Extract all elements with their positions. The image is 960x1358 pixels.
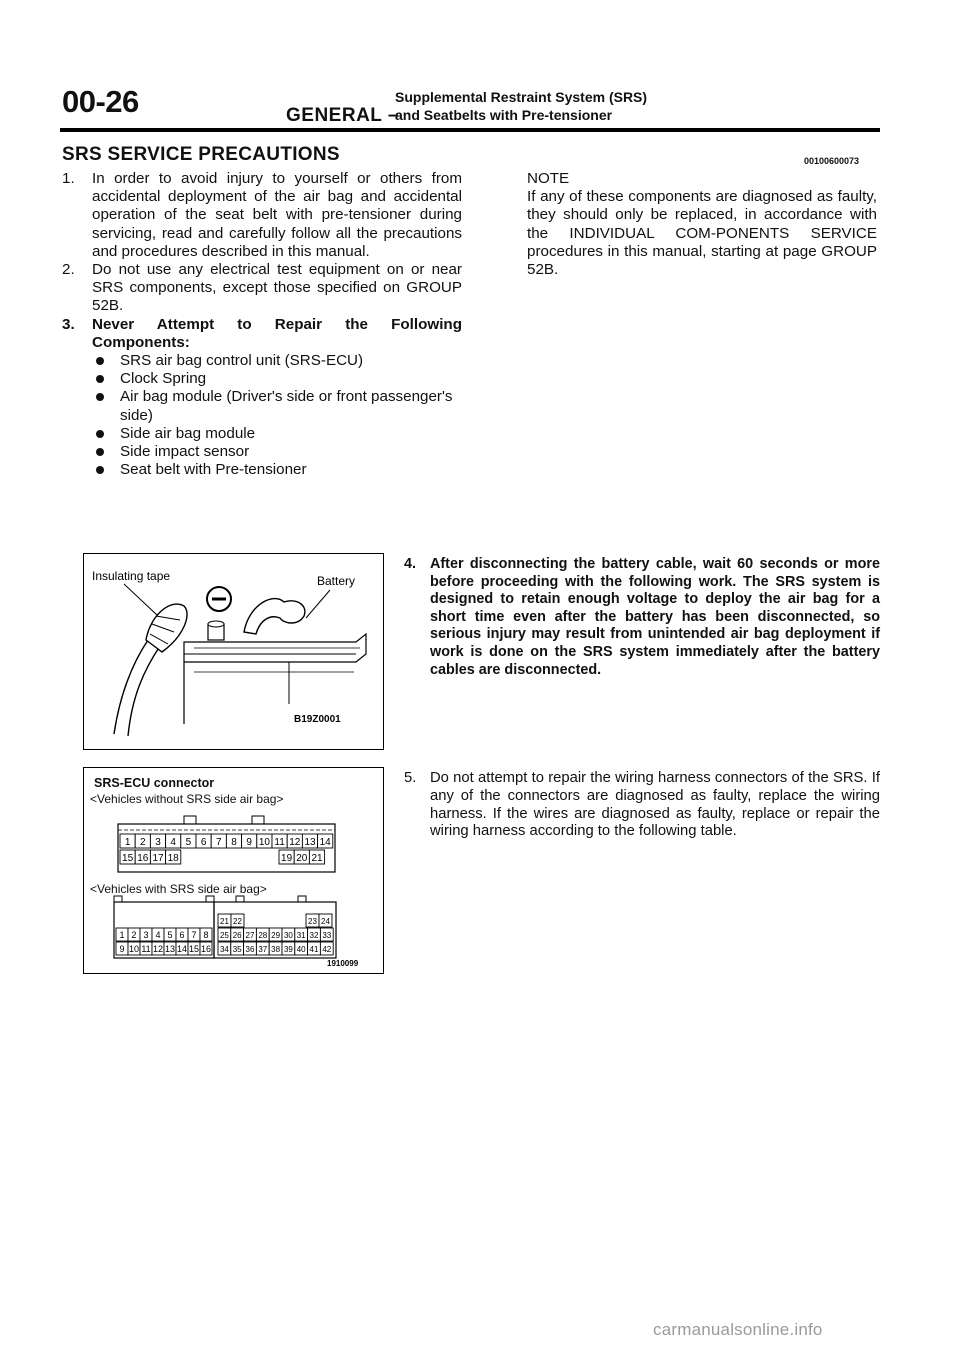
- connector-pin-label: 42: [322, 945, 332, 954]
- caption-without-side-airbag: <Vehicles without SRS side air bag>: [90, 792, 284, 806]
- connector-pin-label: 11: [274, 837, 285, 848]
- connector-pin-label: 40: [296, 945, 306, 954]
- watermark: carmanualsonline.info: [653, 1320, 823, 1339]
- connector-pin-label: 37: [258, 945, 268, 954]
- connector-pin-label: 10: [258, 837, 270, 848]
- list-item: 1. In order to avoid injury to yourself or others from accidental deployment of the air bag and accidental operation of the seat belt with pre-tensioner during servicing, read and carefully follow all the precautions and procedures described in this manual.: [62, 170, 462, 260]
- component-item: SRS air bag control unit (SRS-ECU): [62, 352, 462, 370]
- connector-pin-label: 17: [152, 853, 164, 864]
- connector-pin-label: 31: [296, 931, 306, 940]
- battery-label: Battery: [317, 574, 356, 588]
- connector-pin-label: 9: [119, 944, 125, 954]
- connector-pin-label: 7: [216, 837, 222, 848]
- connector-pinout-diagram: [84, 768, 383, 973]
- component-item: Side air bag module: [62, 425, 462, 443]
- connector-pin-label: 23: [308, 917, 317, 926]
- note-text: If any of these components are diagnosed as faulty, they should only be replaced, in accordance with the INDIVIDUAL COM-PONENTS SERVICE procedures in this manual, starting at page GROUP 52B.: [527, 188, 877, 279]
- connector-pin-label: 12: [152, 944, 164, 954]
- connector-pin-label: 28: [258, 931, 268, 940]
- connector-pin-label: 21: [220, 917, 229, 926]
- connector-pin-label: 12: [289, 837, 301, 848]
- battery-figure: [83, 553, 384, 750]
- section-name: GENERAL –: [286, 105, 399, 126]
- connector-pin-label: 5: [185, 837, 192, 848]
- warning-item-5: 5. Do not attempt to repair the wiring harness connectors of the SRS. If any of the connectors are diagnosed as faulty, replace the wiring harness. If the wires are diagnosed as faulty, replace or repair the wiring harness according to the following table.: [404, 770, 880, 840]
- warning-item-4: 4. After disconnecting the battery cable, wait 60 seconds or more before proceeding with the following work. The SRS system is designed to retain enough voltage to deploy the air bag for a short time even after the battery has been disconnected, so serious injury may result from unintended air bag deployment if work is done on the SRS system immediately after the battery cables are disconnected.: [404, 556, 880, 678]
- connector-pin-label: 16: [137, 853, 149, 864]
- connector-pin-label: 10: [128, 944, 140, 954]
- bullet-icon: [96, 393, 104, 401]
- connector-pin-label: 1: [119, 930, 125, 940]
- connector-pin-label: 13: [304, 837, 316, 848]
- connector-figure: [83, 767, 384, 974]
- caption-with-side-airbag: <Vehicles with SRS side air bag>: [90, 882, 267, 896]
- figure-code: 1910099: [327, 959, 359, 968]
- page-number: 00-26: [62, 84, 139, 119]
- connector-pin-label: 33: [322, 931, 332, 940]
- connector-pin-label: 14: [176, 944, 188, 954]
- connector-pin-label: 35: [232, 945, 242, 954]
- connector-pin-label: 30: [283, 931, 293, 940]
- connector-pin-label: 3: [155, 837, 161, 848]
- bullet-icon: [96, 466, 104, 474]
- connector-pin-label: 2: [140, 837, 146, 848]
- precautions-list: [62, 170, 462, 479]
- bullet-icon: [96, 430, 104, 438]
- component-item: Seat belt with Pre-tensioner: [62, 461, 462, 479]
- battery-illustration: [84, 554, 383, 749]
- connector-pin-label: 1: [124, 837, 131, 848]
- connector-pin-label: 26: [232, 931, 242, 940]
- connector-pin-label: 4: [155, 930, 161, 940]
- component-item: Clock Spring: [62, 370, 462, 388]
- connector-pin-label: 38: [271, 945, 281, 954]
- connector-pin-label: 39: [283, 945, 293, 954]
- connector-pin-label: 16: [200, 944, 212, 954]
- connector-pin-label: 8: [231, 837, 237, 848]
- connector-pin-label: 5: [167, 930, 173, 940]
- connector-pin-label: 11: [141, 944, 151, 954]
- list-item: 2. Do not use any electrical test equipment on or near SRS components, except those specified on GROUP 52B.: [62, 261, 462, 315]
- connector-pin-label: 29: [271, 931, 281, 940]
- connector-pin-label: 7: [191, 930, 197, 940]
- connector-pin-label: 36: [245, 945, 255, 954]
- connector-pin-label: 2: [131, 930, 137, 940]
- header-subtitle-line2: and Seatbelts with Pre-tensioner: [395, 107, 613, 123]
- connector-pin-label: 15: [188, 944, 200, 954]
- connector-pin-label: 3: [143, 930, 149, 940]
- header-subtitle-line1: Supplemental Restraint System (SRS): [395, 89, 648, 105]
- connector-pin-label: 41: [309, 945, 319, 954]
- connector-pin-label: 25: [219, 931, 229, 940]
- connector-pin-label: 4: [170, 837, 176, 848]
- connector-pin-label: 6: [179, 930, 185, 940]
- connector-pin-label: 15: [122, 853, 134, 864]
- connector-pin-label: 14: [319, 837, 331, 848]
- connector-pin-label: 21: [311, 853, 323, 864]
- connector-pin-label: 34: [219, 945, 229, 954]
- component-item: Air bag module (Driver's side or front passenger's side): [62, 388, 462, 424]
- connector-pin-label: 6: [200, 837, 207, 848]
- connector-pin-label: 22: [233, 917, 242, 926]
- connector-pin-label: 18: [167, 853, 179, 864]
- bullet-icon: [96, 375, 104, 383]
- insulating-tape-label: Insulating tape: [92, 569, 171, 583]
- note-block: [527, 170, 877, 279]
- header-rule: [60, 128, 880, 132]
- connector-pin-label: 20: [296, 853, 308, 864]
- document-code: 00100600073: [804, 156, 860, 166]
- bullet-icon: [96, 357, 104, 365]
- bullet-icon: [96, 448, 104, 456]
- figure-code: B19Z0001: [294, 714, 341, 725]
- list-item: 3. Never Attempt to Repair the Following Components:: [62, 315, 462, 351]
- component-item: Side impact sensor: [62, 443, 462, 461]
- connector-pin-label: 19: [281, 853, 293, 864]
- connector-pin-label: 27: [245, 931, 255, 940]
- connector-pin-label: 32: [309, 931, 319, 940]
- connector-pin-label: 8: [203, 930, 209, 940]
- note-label: NOTE: [527, 170, 570, 187]
- connector-pin-label: 9: [246, 837, 252, 848]
- connector-pin-label: 24: [321, 917, 330, 926]
- section-title: SRS SERVICE PRECAUTIONS: [62, 144, 340, 165]
- connector-pin-label: 13: [164, 944, 176, 954]
- connector-figure-title: SRS-ECU connector: [94, 776, 215, 790]
